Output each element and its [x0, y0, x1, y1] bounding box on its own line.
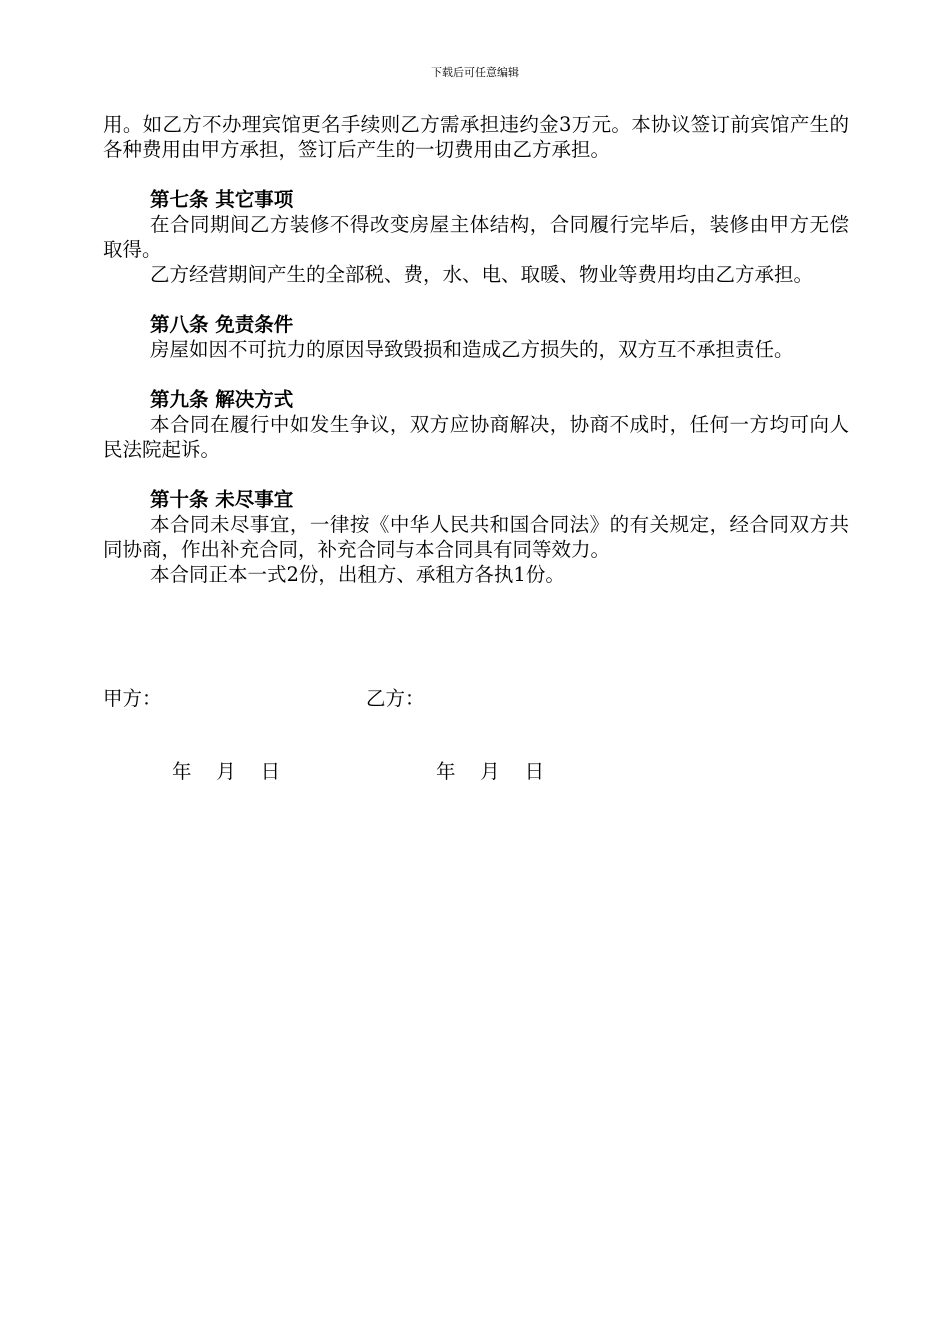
- party-a-label: 甲方：: [103, 687, 162, 710]
- party-b-date: 年 月 日: [436, 760, 545, 783]
- article-9-paragraph-1: 本合同在履行中如发生争议，双方应协商解决，协商不成时，任何一方均可向人民法院起诉。: [103, 413, 849, 461]
- paragraph-continuation: 用。如乙方不办理宾馆更名手续则乙方需承担违约金3万元。本协议签订前宾馆产生的各种费用由甲方承担，签订后产生的一切费用由乙方承担。: [103, 113, 849, 161]
- article-7-paragraph-1: 在合同期间乙方装修不得改变房屋主体结构，合同履行完毕后，装修由甲方无偿取得。: [103, 213, 849, 261]
- article-10-paragraph-2: 本合同正本一式2份，出租方、承租方各执1份。: [150, 563, 565, 586]
- article-10-title: 第十条 未尽事宜: [150, 488, 294, 511]
- page-header: 下载后可任意编辑: [431, 66, 519, 79]
- article-8-title: 第八条 免责条件: [150, 313, 294, 336]
- article-7-paragraph-2: 乙方经营期间产生的全部税、费，水、电、取暖、物业等费用均由乙方承担。: [150, 263, 814, 286]
- article-8-paragraph-1: 房屋如因不可抗力的原因导致毁损和造成乙方损失的，双方互不承担责任。: [150, 338, 794, 361]
- article-7-title: 第七条 其它事项: [150, 188, 294, 211]
- article-10-paragraph-1: 本合同未尽事宜，一律按《中华人民共和国合同法》的有关规定，经合同双方共同协商，作出补充合同，补充合同与本合同具有同等效力。: [103, 513, 849, 561]
- party-b-label: 乙方：: [366, 687, 425, 710]
- party-a-date: 年 月 日: [172, 760, 281, 783]
- article-9-title: 第九条 解决方式: [150, 388, 294, 411]
- contract-body: [103, 112, 849, 587]
